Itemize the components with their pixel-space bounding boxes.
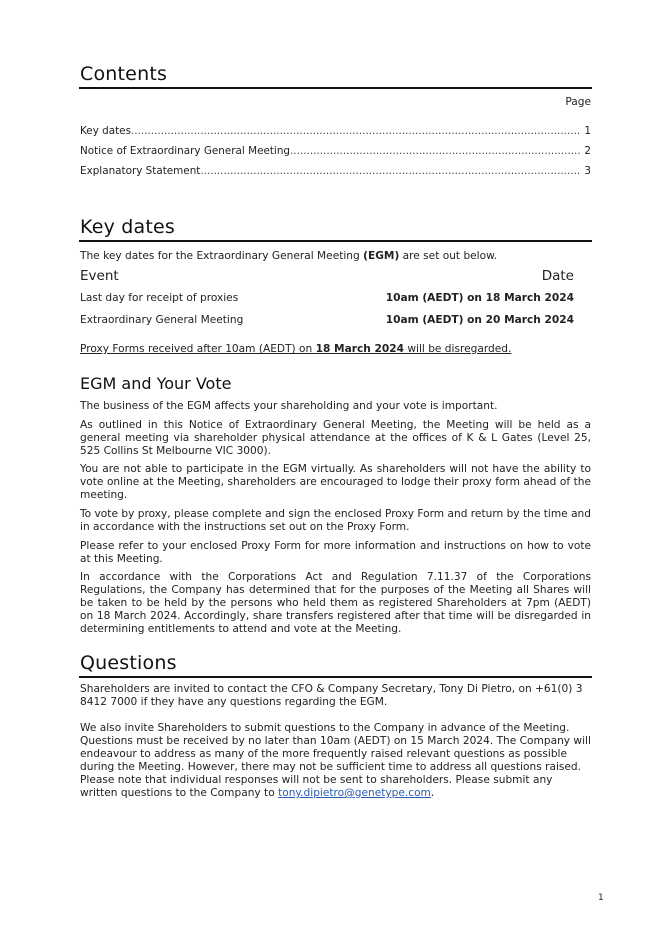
egm-paragraph: The business of the EGM affects your shareholding and your vote is important. (80, 400, 498, 412)
text: . (430, 787, 435, 799)
key-date-row (80, 314, 574, 326)
toc-page: 2 (584, 145, 591, 157)
event: Last day for receipt of proxies (80, 292, 239, 304)
egm-paragraph: In accordance with the Corporations Act and Regulation 7.11.37 of the Corporations Regulations, the Company has determined that for the purposes of the Meeting all Shares will be taken to be held by the persons who held them as registered Shareholders at 7pm (AEDT) on 18 March 2024. Accordingly, share transfers registered after that time will be disregarded in determining entitlements to attend and vote at the Meeting. (80, 571, 591, 635)
key-dates-intro (80, 250, 591, 263)
page-column-label: Page (565, 96, 591, 108)
questions-paragraph: Shareholders are invited to contact the CFO & Company Secretary, Tony Di Pietro, on +61(0) 3 8412 7000 if they have any questions regarding the EGM. (80, 683, 583, 708)
egm-paragraph: You are not able to participate in the EGM virtually. As shareholders will not have the ability to vote online at the Meeting, shareholders are encouraged to lodge their proxy form ahead of the meeting. (80, 463, 591, 501)
text-bold: 18 March 2024 (315, 343, 404, 355)
date: 10am (AEDT) on 20 March 2024 (385, 314, 574, 326)
egm-paragraph: As outlined in this Notice of Extraordinary General Meeting, the Meeting will be held as a general meeting via shareholder physical attendance at the offices of K & L Gates (Level 25, 525 Collins St Melbourne VIC 3000). (80, 419, 591, 457)
toc-item[interactable] (80, 165, 591, 185)
egm-paragraph: Please refer to your enclosed Proxy Form for more information and instructions on how to vote at this Meeting. (80, 540, 591, 565)
key-date-row (80, 292, 574, 304)
toc-item[interactable] (80, 145, 591, 165)
questions-title: Questions (80, 652, 177, 674)
text: Proxy Forms received after 10am (AEDT) on (80, 343, 316, 355)
divider (79, 240, 592, 242)
divider (79, 87, 592, 89)
toc-leader (290, 145, 581, 165)
contents-title: Contents (80, 63, 168, 85)
toc-leader (131, 125, 581, 145)
text: will be disregarded. (403, 343, 512, 355)
divider (79, 676, 592, 678)
toc-page: 1 (584, 125, 591, 137)
key-dates-title: Key dates (80, 216, 176, 238)
toc-label: Explanatory Statement (80, 165, 201, 177)
text-bold: (EGM) (363, 250, 400, 262)
toc-item[interactable] (80, 125, 591, 145)
text: are set out below. (399, 250, 498, 262)
questions-paragraph (80, 722, 591, 800)
table-of-contents (80, 125, 591, 185)
text: The key dates for the Extraordinary General Meeting (80, 250, 364, 262)
toc-leader (200, 165, 581, 185)
date-header: Date (541, 268, 574, 284)
text: We also invite Shareholders to submit questions to the Company in advance of the Meeting. Questions must be received by no later than 10am (AEDT) on 15 March 2024. The Company will endeavour to address as many of the more frequently raised relevant questions as possible during the Meeting. However, there may not be sufficient time to address all questions raised. Please note that individual responses will not be sent to shareholders. Please submit any written questions to the Company to (80, 722, 591, 799)
toc-label: Key dates (80, 125, 131, 137)
egm-paragraph: To vote by proxy, please complete and sign the enclosed Proxy Form and return by the time and in accordance with the instructions set out on the Proxy Form. (80, 508, 591, 533)
email-link[interactable]: tony.dipietro@genetype.com (278, 787, 431, 799)
proxy-deadline-note (80, 343, 591, 356)
toc-label: Notice of Extraordinary General Meeting (80, 145, 290, 157)
toc-page: 3 (584, 165, 591, 177)
egm-title: EGM and Your Vote (80, 374, 232, 393)
page-number: 1 (598, 893, 604, 903)
date: 10am (AEDT) on 18 March 2024 (385, 292, 574, 304)
key-dates-header (80, 268, 574, 284)
event-header: Event (80, 268, 119, 284)
event: Extraordinary General Meeting (80, 314, 244, 326)
